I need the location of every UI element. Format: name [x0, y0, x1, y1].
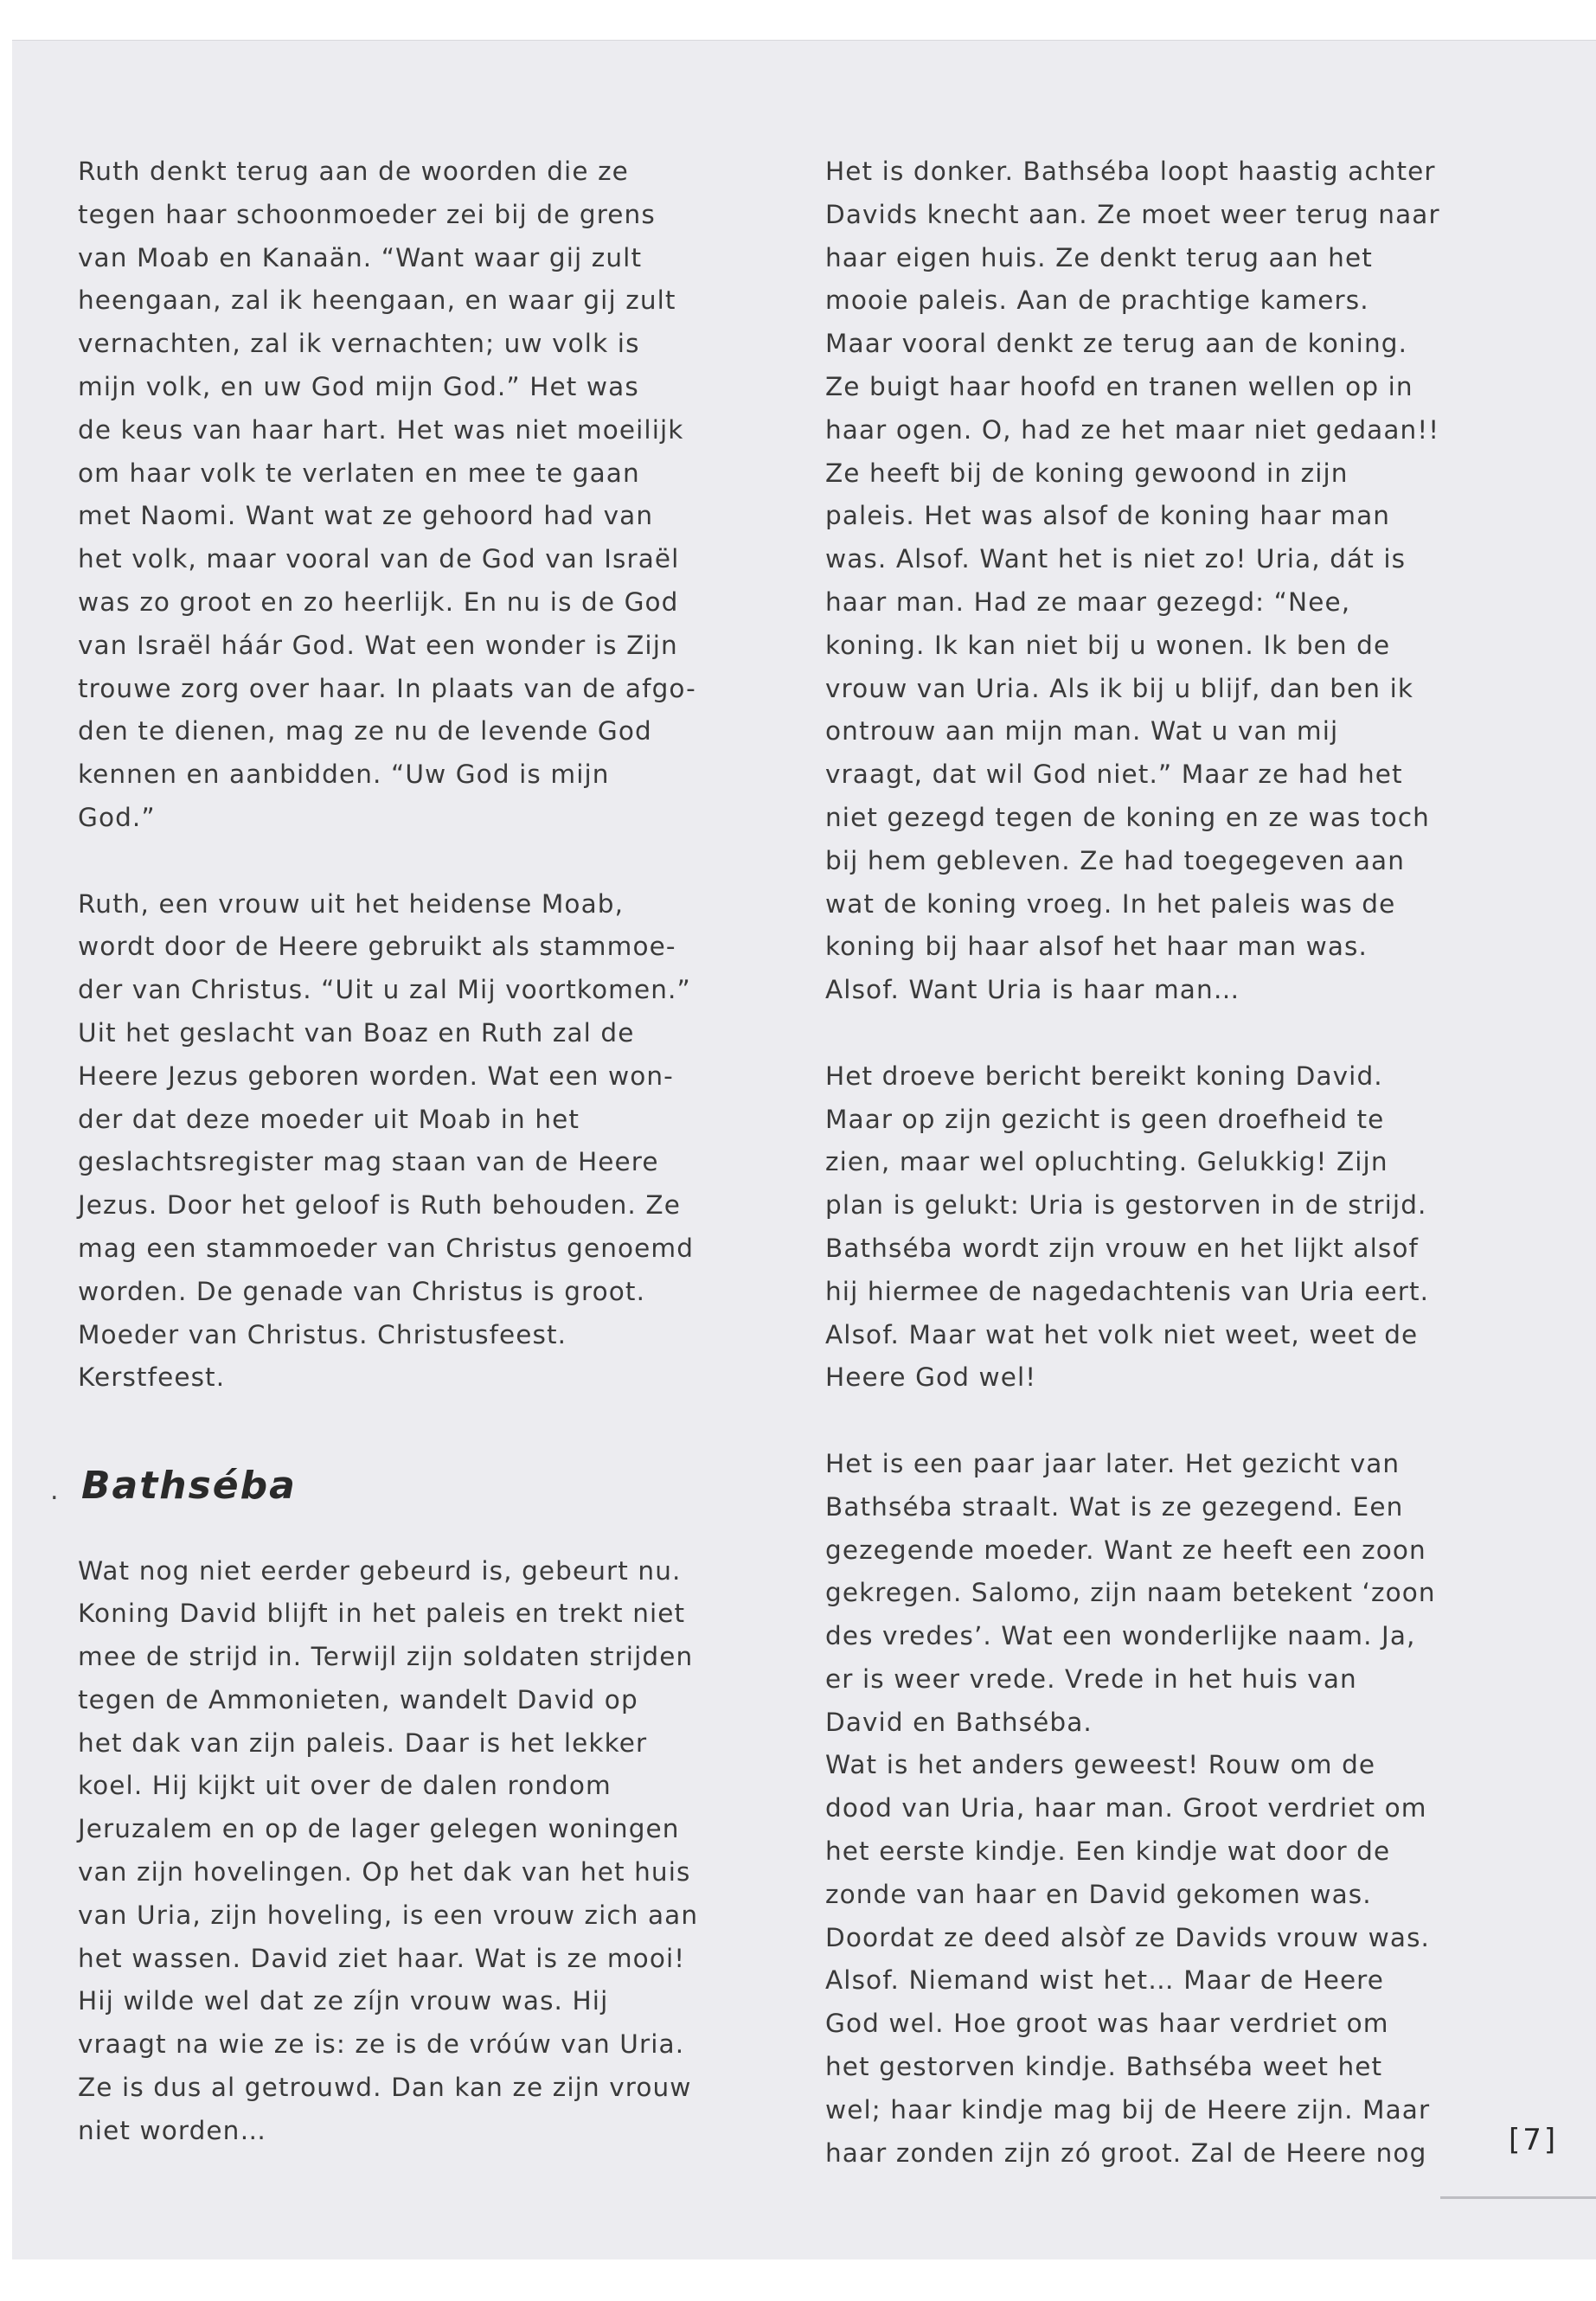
text-line: plan is gelukt: Uria is gestorven in de strijd. [825, 1190, 1427, 1221]
text-line: geslachtsregister mag staan van de Heere [78, 1147, 659, 1177]
text-line: wel; haar kindje mag bij de Heere zijn. Maar [825, 2094, 1431, 2125]
text-line: heengaan, zal ik heengaan, en waar gij zult [78, 285, 676, 316]
ruth-paragraph-2 [78, 883, 735, 1400]
text-line: Wat is het anders geweest! Rouw om de [825, 1750, 1376, 1780]
bathseba-paragraph-4 [825, 1443, 1483, 2176]
text-line: Bathséba wordt zijn vrouw en het lijkt alsof [825, 1233, 1419, 1263]
paragraph-gap [78, 1529, 735, 1550]
text-line: des vredes’. Wat een wonderlijke naam. Ja, [825, 1621, 1416, 1651]
text-line: Alsof. Niemand wist het… Maar de Heere [825, 1965, 1385, 1996]
text-line: gekregen. Salomo, zijn naam betekent ‘zoon [825, 1578, 1436, 1608]
text-line: er is weer vrede. Vrede in het huis van [825, 1663, 1357, 1694]
text-line: trouwe zorg over haar. In plaats van de afgo- [78, 673, 696, 703]
text-line: Alsof. Maar wat het volk niet weet, weet de [825, 1319, 1419, 1349]
text-line: Ze is dus al getrouwd. Dan kan ze zijn vrouw [78, 2073, 692, 2103]
page-number: [7] [1509, 2123, 1559, 2157]
text-line: der dat deze moeder uit Moab in het [78, 1104, 580, 1134]
text-line: van Moab en Kanaän. “Want waar gij zult [78, 242, 643, 272]
text-line: David en Bathséba. [825, 1707, 1093, 1737]
text-line: Maar op zijn gezicht is geen droefheid te [825, 1104, 1385, 1134]
text-line: paleis. Het was alsof de koning haar man [825, 501, 1391, 531]
text-line: zien, maar wel opluchting. Gelukkig! Zijn [825, 1147, 1388, 1177]
text-line: Davids knecht aan. Ze moet weer terug naar [825, 199, 1440, 229]
text-line: ontrouw aan mijn man. Wat u van mij [825, 716, 1339, 747]
text-line: vernachten, zal ik vernachten; uw volk is [78, 329, 640, 359]
text-line: vraagt, dat wil God niet.” Maar ze had het [825, 760, 1403, 790]
left-column [78, 151, 735, 2153]
text-line: den te dienen, mag ze nu de levende God [78, 716, 652, 747]
text-line: bij hem gebleven. Ze had toegegeven aan [825, 845, 1406, 875]
text-line: Het droeve bericht bereikt koning David. [825, 1061, 1383, 1091]
text-line: om haar volk te verlaten en mee te gaan [78, 458, 640, 488]
text-line: Jeruzalem en op de lager gelegen woningen [78, 1814, 680, 1844]
text-line: het dak van zijn paleis. Daar is het lekker [78, 1727, 648, 1758]
text-line: gezegende moeder. Want ze heeft een zoon [825, 1535, 1426, 1565]
text-line: mooie paleis. Aan de prachtige kamers. [825, 285, 1369, 316]
right-column [825, 151, 1483, 2175]
text-line: Doordat ze deed alsòf ze Davids vrouw was. [825, 1922, 1431, 1952]
text-line: Het is een paar jaar later. Het gezicht van [825, 1448, 1401, 1478]
text-line: mag een stammoeder van Christus genoemd [78, 1233, 695, 1263]
ruth-paragraph-1 [78, 151, 735, 840]
text-line: kennen en aanbidden. “Uw God is mijn [78, 760, 610, 790]
text-line: het volk, maar vooral van de God van Israël [78, 544, 680, 574]
text-line: dood van Uria, haar man. Groot verdriet om [825, 1793, 1427, 1823]
text-line: Heere Jezus geboren worden. Wat een won- [78, 1061, 674, 1091]
text-line: zonde van haar en David gekomen was. [825, 1879, 1372, 1909]
text-line: haar man. Had ze maar gezegd: “Nee, [825, 586, 1351, 617]
text-line: van zijn hovelingen. Op het dak van het huis [78, 1857, 691, 1888]
text-line: hij hiermee de nagedachtenis van Uria eert. [825, 1276, 1430, 1306]
text-line: de keus van haar hart. Het was niet moeilijk [78, 414, 684, 445]
text-line: wat de koning vroeg. In het paleis was de [825, 888, 1396, 919]
page-bottom-edge-line [1440, 2196, 1596, 2199]
text-line: het wassen. David ziet haar. Wat is ze mooi! [78, 1943, 686, 1973]
text-line: Jezus. Door het geloof is Ruth behouden. Ze [78, 1190, 681, 1221]
text-line: Maar vooral denkt ze terug aan de koning. [825, 329, 1408, 359]
text-line: God.” [78, 802, 156, 832]
text-line: koning. Ik kan niet bij u wonen. Ik ben de [825, 630, 1391, 660]
text-line: vraagt na wie ze is: ze is de vróúw van Uria. [78, 2029, 685, 2060]
text-line: was. Alsof. Want het is niet zo! Uria, dát is [825, 544, 1407, 574]
bathseba-paragraph-3 [825, 1055, 1483, 1400]
text-line: koning bij haar alsof het haar man was. [825, 932, 1368, 962]
text-line: het eerste kindje. Een kindje wat door de [825, 1836, 1391, 1867]
text-line: der van Christus. “Uit u zal Mij voortkomen.” [78, 975, 691, 1005]
text-line: haar eigen huis. Ze denkt terug aan het [825, 242, 1373, 272]
text-line: wordt door de Heere gebruikt als stammoe- [78, 932, 676, 962]
text-line: Bathséba straalt. Wat is ze gezegend. Een [825, 1491, 1404, 1522]
section-heading-bathseba: Bathséba [81, 1463, 297, 1508]
text-line: Wat nog niet eerder gebeurd is, gebeurt nu. [78, 1555, 682, 1586]
text-line: het gestorven kindje. Bathséba weet het [825, 2052, 1383, 2082]
text-line: Hij wilde wel dat ze zíjn vrouw was. Hij [78, 1986, 609, 2016]
text-line: was zo groot en zo heerlijk. En nu is de God [78, 586, 679, 617]
text-line: koel. Hij kijkt uit over de dalen rondom [78, 1771, 612, 1801]
text-line: Ruth, een vrouw uit het heidense Moab, [78, 888, 625, 919]
heading-bullet: . [50, 1476, 59, 1506]
text-line: tegen haar schoonmoeder zei bij de grens [78, 199, 656, 229]
text-line: haar zonden zijn zó groot. Zal de Heere nog [825, 2138, 1427, 2168]
text-line: tegen de Ammonieten, wandelt David op [78, 1684, 638, 1715]
text-line: mijn volk, en uw God mijn God.” Het was [78, 371, 639, 401]
text-line: Ze heeft bij de koning gewoond in zijn [825, 458, 1349, 488]
paragraph-gap [78, 1400, 735, 1443]
text-line: Moeder van Christus. Christusfeest. [78, 1319, 567, 1349]
document-page [12, 40, 1596, 2259]
text-line: Ruth denkt terug aan de woorden die ze [78, 157, 629, 186]
page-top-edge [12, 40, 1596, 41]
text-line: niet gezegd tegen de koning en ze was toch [825, 802, 1430, 832]
text-line: mee de strijd in. Terwijl zijn soldaten strijden [78, 1642, 694, 1672]
text-line: haar ogen. O, had ze het maar niet gedaan!! [825, 414, 1440, 445]
text-line: met Naomi. Want wat ze gehoord had van [78, 501, 654, 531]
paragraph-gap [78, 840, 735, 883]
paragraph-gap [825, 1012, 1483, 1055]
text-line: Alsof. Want Uria is haar man… [825, 975, 1240, 1005]
text-line: van Israël háár God. Wat een wonder is Zijn [78, 630, 678, 660]
text-line: Het is donker. Bathséba loopt haastig achter [825, 157, 1436, 186]
bathseba-paragraph-1 [78, 1550, 735, 2153]
text-line: Ze buigt haar hoofd en tranen wellen op in [825, 371, 1413, 401]
text-line: Heere God wel! [825, 1362, 1037, 1393]
text-line: van Uria, zijn hoveling, is een vrouw zich aan [78, 1900, 699, 1930]
paragraph-gap [825, 1400, 1483, 1443]
bathseba-paragraph-2 [825, 151, 1483, 1012]
text-line: niet worden… [78, 2115, 267, 2145]
text-line: Koning David blijft in het paleis en trekt niet [78, 1599, 686, 1629]
text-line: Uit het geslacht van Boaz en Ruth zal de [78, 1017, 635, 1048]
text-line: Kerstfeest. [78, 1362, 226, 1393]
text-line: vrouw van Uria. Als ik bij u blijf, dan ben ik [825, 673, 1414, 703]
text-line: worden. De genade van Christus is groot. [78, 1276, 646, 1306]
text-line: God wel. Hoe groot was haar verdriet om [825, 2009, 1389, 2039]
